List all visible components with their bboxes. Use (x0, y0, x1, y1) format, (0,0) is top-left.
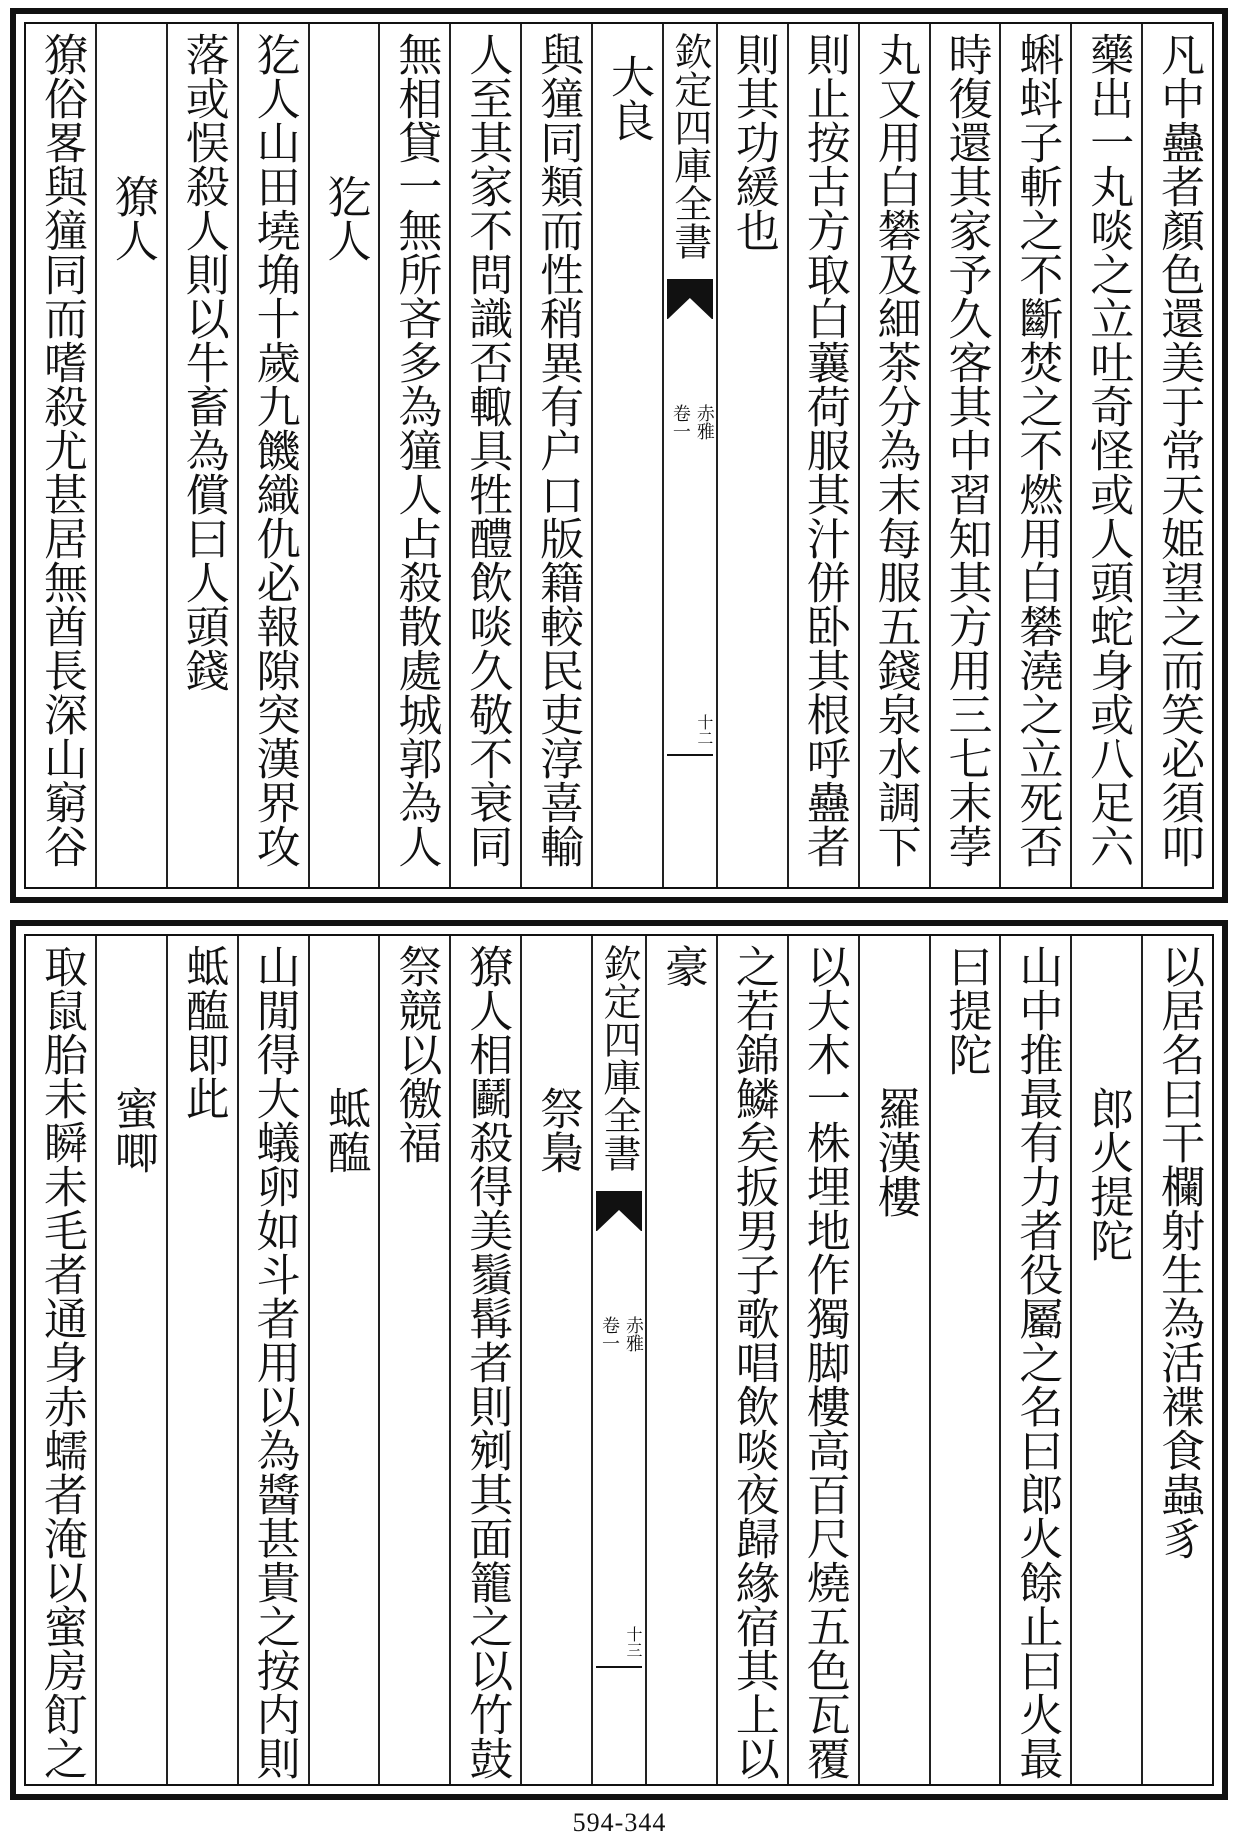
top-right-column (929, 24, 1000, 887)
top-right-column-text: 藥出一丸啖之立吐奇怪或人頭蛇身或八足六 (1082, 32, 1134, 868)
top-right-column (1070, 24, 1141, 887)
bottom-right-column (858, 936, 929, 1784)
volume-number: 卷一 (599, 1316, 620, 1352)
bottom-right-column-text: 曰提陀 (940, 944, 992, 1076)
fishtail-ornament (667, 279, 713, 319)
top-left-column-text: 獠人 (106, 174, 158, 262)
bottom-left-column (237, 936, 308, 1784)
bottom-right-column-text: 羅漢樓 (869, 1086, 921, 1218)
top-left-column-text: 大良 (603, 54, 654, 142)
bottom-right-column (1070, 936, 1141, 1784)
volume-series: 赤雅 (693, 404, 715, 440)
volume-label (666, 404, 716, 440)
bottom-left-column-text: 祭梟 (532, 1086, 584, 1174)
top-right-column-text: 則止按古方取白蘘荷服其汁併卧其根呼蠱者 (798, 32, 850, 868)
top-right-column-text: 丸又用白礬及細茶分為末每服五錢泉水調下 (869, 32, 921, 868)
bottom-left-column (378, 936, 449, 1784)
top-left-column-text: 與獞同類而性稍異有户口版籍較民吏淳喜輸 (532, 32, 584, 868)
bottom-right-column (929, 936, 1000, 1784)
top-left-column-text: 獠俗畧與獞同而嗜殺尤甚居無酋長深山窮谷 (36, 32, 87, 868)
bottom-right-column-text: 以居名曰干欄射生為活褋食蟲豸 (1153, 944, 1205, 1560)
bottom-right-column-text: 山中推最有力者役屬之名曰郎火餘止曰火最 (1011, 944, 1063, 1780)
bottom-page-columns (26, 936, 1212, 1784)
bottom-page-frame (24, 934, 1214, 1786)
fishtail-ornament (596, 1191, 642, 1231)
volume-label (595, 1316, 645, 1352)
bottom-right-column (645, 936, 716, 1784)
bottom-left-column-text: 祭競以徼福 (390, 944, 442, 1164)
volume-series: 赤雅 (623, 1316, 644, 1352)
bottom-page (10, 920, 1228, 1800)
bottom-left-column (166, 936, 237, 1784)
top-left-column-text: 人至其家不問識否輙具牲醴飲啖久敬不衰同 (461, 32, 513, 868)
top-right-column-text: 凡中蠱者顏色還美于常天姫望之而笑必須叩 (1153, 32, 1205, 868)
bottom-left-column-text: 蚳醢即此 (177, 944, 229, 1120)
top-left-column-text: 落或悮殺人則以牛畜為償曰人頭錢 (177, 32, 229, 692)
bottom-left-column-text: 蜜唧 (106, 1086, 158, 1174)
top-page-columns (26, 24, 1212, 887)
top-left-column (26, 24, 95, 887)
fold-line (596, 1666, 642, 1668)
top-right-column-text: 時復還其家予久客其中習知其方用三七末荸 (940, 32, 992, 868)
bottom-left-column-text: 取鼠胎未瞬未毛者通身赤蠕者淹以蜜房飣之 (36, 944, 87, 1780)
bottom-left-column-text: 蚳醢 (319, 1086, 371, 1174)
bottom-right-column-text: 以大木一株埋地作獨脚樓高百尺燒五色瓦覆 (798, 944, 850, 1780)
top-right-column (858, 24, 929, 887)
top-left-column-text: 無相貸一無所吝多為獞人占殺散處城郭為人 (390, 32, 442, 868)
bottom-left-column (520, 936, 591, 1784)
book-title: 欽定四庫全書 (597, 944, 641, 1172)
top-page (10, 8, 1228, 903)
top-left-column (449, 24, 520, 887)
bottom-left-column (26, 936, 95, 1784)
fold-line (667, 754, 713, 756)
top-right-column (1141, 24, 1212, 887)
bottom-left-column-text: 山閒得大蟻卵如斗者用以為醬甚貴之按内則 (248, 944, 300, 1780)
bottom-left-column (449, 936, 520, 1784)
top-left-column-text: 犵人 (319, 174, 371, 262)
top-left-column (520, 24, 591, 887)
page-reference: 594-344 (572, 1808, 667, 1837)
bottom-left-column (308, 936, 379, 1784)
top-left-column (166, 24, 237, 887)
bottom-right-column (787, 936, 858, 1784)
bottom-right-column-text: 之若錦鱗矣扳男子歌唱飲啖夜歸緣宿其上以 (727, 944, 779, 1780)
volume-number: 卷一 (669, 404, 691, 440)
top-right-column (787, 24, 858, 887)
top-left-column (95, 24, 166, 887)
top-left-column (237, 24, 308, 887)
top-left-column (308, 24, 379, 887)
top-right-column (999, 24, 1070, 887)
bottom-left-column (95, 936, 166, 1784)
top-left-column (591, 24, 662, 887)
bottom-center-column (591, 936, 645, 1784)
top-right-column-text: 蝌蚪子斬之不斷焚之不燃用白礬澆之立死否 (1011, 32, 1063, 868)
bottom-right-column-text: 豪 (657, 944, 708, 988)
top-left-column-text: 犵人山田墝埆十歲九饑織仇必報隙突漢界攻 (248, 32, 300, 868)
top-page-frame (24, 22, 1214, 889)
page-number: 十三 (624, 1626, 643, 1658)
bottom-right-column (1141, 936, 1212, 1784)
top-center-column (662, 24, 716, 887)
bottom-right-column (999, 936, 1070, 1784)
bottom-right-column (716, 936, 787, 1784)
bottom-left-column-text: 獠人相鬬殺得美鬚髯者則剜其面籠之以竹鼓 (461, 944, 513, 1780)
top-right-column-text: 則其功緩也 (727, 32, 779, 252)
top-left-column (378, 24, 449, 887)
page-number: 十二 (694, 714, 714, 746)
book-title: 欽定四庫全書 (667, 32, 712, 260)
bottom-right-column-text: 郎火提陀 (1082, 1086, 1134, 1262)
top-right-column (716, 24, 787, 887)
